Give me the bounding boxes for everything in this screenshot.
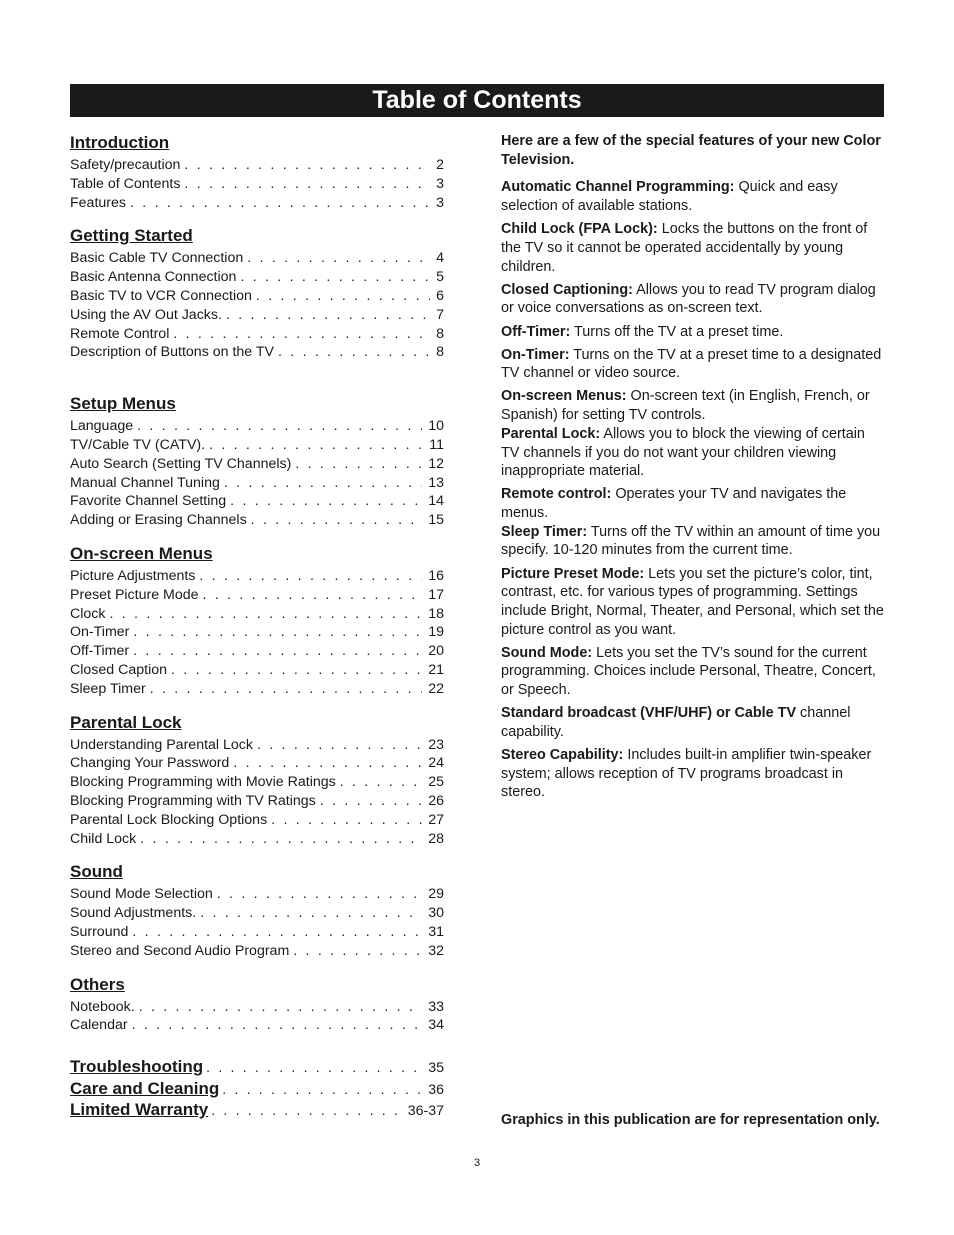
dot-leader — [256, 287, 430, 306]
toc-entry-page: 22 — [428, 680, 444, 697]
toc-entry-label: Blocking Programming with TV Ratings — [70, 792, 316, 809]
toc-entry[interactable] — [70, 904, 444, 923]
toc-entry-page: 25 — [428, 774, 444, 791]
toc-entry[interactable] — [70, 942, 444, 961]
toc-entry-page: 26 — [428, 792, 444, 809]
toc-entry[interactable] — [70, 343, 444, 362]
dot-leader — [139, 998, 423, 1017]
features-column — [501, 132, 885, 807]
toc-entry-page: 15 — [428, 512, 444, 529]
toc-section — [70, 392, 444, 530]
toc-entry-label: Sound Adjustments. — [70, 905, 197, 922]
toc-entry[interactable] — [70, 736, 444, 755]
toc-entry-page: 33 — [428, 998, 444, 1015]
feature-term: Sound Mode: — [501, 644, 593, 661]
toc-entry-label: Auto Search (Setting TV Channels) — [70, 455, 292, 472]
feature-item — [501, 565, 885, 640]
toc-major-page: 36-37 — [407, 1103, 444, 1120]
feature-description: Locks the buttons on the front of the TV so it cannot be operated accidentally by young children. — [501, 221, 868, 275]
feature-term: Automatic Channel Programming: — [501, 179, 735, 196]
toc-entry-label: Features — [70, 194, 126, 211]
toc-entry[interactable] — [70, 306, 444, 325]
feature-item — [501, 485, 885, 522]
toc-entry-page: 24 — [428, 755, 444, 772]
dot-leader — [320, 792, 422, 811]
dot-leader — [226, 306, 430, 325]
toc-section — [70, 973, 444, 1036]
toc-entry-page: 3 — [436, 175, 444, 192]
toc-entry-page: 23 — [428, 736, 444, 753]
toc-entry-page: 13 — [428, 474, 444, 491]
dot-leader — [271, 811, 422, 830]
toc-entry-label: Description of Buttons on the TV — [70, 344, 274, 361]
feature-item — [501, 387, 885, 424]
toc-entry-page: 29 — [428, 886, 444, 903]
toc-entry-page: 30 — [428, 905, 444, 922]
toc-entry-page: 4 — [436, 250, 444, 267]
toc-entry[interactable] — [70, 325, 444, 344]
toc-entry-label: Manual Channel Tuning — [70, 474, 220, 491]
feature-term: Parental Lock: — [501, 425, 601, 442]
toc-entry[interactable] — [70, 287, 444, 306]
toc-entry[interactable] — [70, 792, 444, 811]
toc-entry-page: 11 — [429, 436, 444, 453]
toc-entry[interactable] — [70, 455, 444, 474]
dot-leader — [150, 680, 423, 699]
dot-leader — [217, 885, 422, 904]
toc-entry-label: TV/Cable TV (CATV). — [70, 436, 206, 453]
feature-description: Quick and easy selection of available stations. — [501, 179, 838, 215]
toc-entry-label: Closed Caption — [70, 661, 168, 678]
toc-major-entry[interactable] — [70, 1057, 444, 1079]
dot-leader — [206, 1057, 426, 1078]
feature-description: channel capability. — [501, 705, 851, 740]
toc-entry[interactable] — [70, 586, 444, 605]
feature-description: Allows you to block the viewing of certain TV channels if you do not want your children viewing inappropriate material. — [501, 425, 865, 480]
toc-entry-label: Parental Lock Blocking Options — [70, 811, 268, 828]
feature-item — [501, 323, 885, 342]
dot-leader — [293, 942, 422, 961]
toc-entry-label: Notebook. — [70, 998, 135, 1015]
toc-entry[interactable] — [70, 249, 444, 268]
toc-entry-page: 28 — [428, 830, 444, 847]
toc-entry[interactable] — [70, 623, 444, 642]
toc-entry[interactable] — [70, 923, 444, 942]
feature-item — [501, 346, 885, 383]
toc-entry-page: 19 — [428, 624, 444, 641]
toc-section-title[interactable]: Sound — [70, 862, 123, 882]
toc-entry-page: 5 — [436, 269, 444, 286]
toc-entry-label: Sleep Timer — [70, 680, 146, 697]
toc-entry[interactable] — [70, 754, 444, 773]
page-title: Table of Contents — [70, 84, 884, 117]
feature-term: Child Lock (FPA Lock): — [501, 221, 658, 238]
dot-leader — [340, 773, 422, 792]
toc-entry-label: Preset Picture Mode — [70, 586, 199, 603]
toc-entry-page: 21 — [428, 661, 444, 678]
toc-entry[interactable] — [70, 417, 444, 436]
toc-entry-label: Surround — [70, 923, 129, 940]
toc-entry-page: 17 — [428, 586, 444, 603]
toc-section — [70, 860, 444, 960]
feature-description: Lets you set the picture’s color, tint, contrast, etc. for various types of programming. Settings include Bright, Normal, Theater, and Personal, which set the picture control as you want. — [501, 565, 884, 638]
toc-entry-page: 18 — [428, 605, 444, 622]
toc-entry-page: 2 — [436, 157, 444, 173]
toc-sections — [70, 131, 444, 1035]
toc-column — [70, 131, 444, 1122]
toc-entry-label: Remote Control — [70, 325, 170, 342]
feature-term: Sleep Timer: — [501, 523, 588, 540]
toc-entry-page: 31 — [428, 923, 444, 940]
dot-leader — [137, 417, 422, 436]
toc-entry-page: 8 — [436, 344, 444, 361]
toc-section — [70, 542, 444, 699]
toc-entry[interactable] — [70, 642, 444, 661]
dot-leader — [209, 436, 423, 455]
dot-leader — [222, 1079, 426, 1100]
dot-leader — [133, 623, 422, 642]
dot-leader — [240, 268, 430, 287]
dot-leader — [184, 175, 430, 194]
feature-description: Turns on the TV at a preset time to a designated TV channel or video source. — [501, 346, 882, 382]
toc-entry-label: Using the AV Out Jacks. — [70, 306, 222, 323]
dot-leader — [247, 249, 430, 268]
dot-leader — [140, 830, 422, 849]
feature-item — [501, 746, 885, 802]
toc-entry-label: Picture Adjustments — [70, 567, 196, 584]
toc-section — [70, 224, 444, 362]
toc-entry[interactable] — [70, 773, 444, 792]
toc-entry[interactable] — [70, 885, 444, 904]
feature-term: Picture Preset Mode: — [501, 565, 645, 582]
features-list — [501, 178, 885, 802]
toc-entry-page: 6 — [436, 287, 444, 304]
dot-leader — [132, 1016, 423, 1035]
toc-entry-label: Adding or Erasing Channels — [70, 512, 247, 529]
toc-entry[interactable] — [70, 567, 444, 586]
features-intro: Here are a few of the special features of your new Color Television. — [501, 133, 881, 168]
toc-entry-label: Calendar — [70, 1017, 128, 1034]
feature-description: Operates your TV and navigates the menus. — [501, 486, 847, 521]
feature-term: Stereo Capability: — [501, 747, 624, 763]
toc-entry-page: 34 — [428, 1017, 444, 1034]
toc-section-title[interactable]: Others — [70, 974, 125, 994]
dot-leader — [295, 455, 422, 474]
dot-leader — [200, 904, 422, 923]
toc-entry-label: Language — [70, 418, 134, 435]
feature-term: Closed Captioning: — [501, 281, 633, 298]
dot-leader — [173, 325, 430, 344]
toc-section — [70, 131, 444, 212]
toc-entry[interactable] — [70, 998, 444, 1017]
page-number: 3 — [473, 1157, 481, 1169]
toc-entry-page: 7 — [436, 306, 444, 323]
toc-entry-label: Basic TV to VCR Connection — [70, 287, 252, 304]
toc-major-label: Troubleshooting — [70, 1057, 204, 1077]
feature-description: On-screen text (in English, French, or Spanish) for setting TV controls. — [501, 388, 870, 424]
toc-entry[interactable] — [70, 661, 444, 680]
toc-entry-label: Off-Timer — [70, 643, 130, 660]
dot-leader — [133, 642, 422, 661]
toc-entry[interactable] — [70, 474, 444, 493]
toc-entry-page: 14 — [428, 493, 444, 510]
toc-entry[interactable] — [70, 680, 444, 699]
toc-entry[interactable] — [70, 268, 444, 287]
toc-entry[interactable] — [70, 194, 444, 213]
toc-entry-label: Favorite Channel Setting — [70, 493, 227, 510]
toc-bottom-entries — [70, 1057, 444, 1122]
dot-leader — [109, 605, 422, 624]
toc-section-title[interactable]: Parental Lock — [70, 712, 182, 732]
toc-entry[interactable] — [70, 1016, 444, 1035]
toc-section — [70, 711, 444, 849]
dot-leader — [230, 492, 422, 511]
dot-leader — [203, 586, 423, 605]
toc-section-title[interactable]: Getting Started — [70, 226, 193, 246]
dot-leader — [184, 156, 430, 175]
toc-entry-label: Sound Mode Selection — [70, 886, 213, 903]
toc-entry-label: Blocking Programming with Movie Ratings — [70, 774, 336, 791]
toc-entry-label: Changing Your Password — [70, 755, 230, 772]
dot-leader — [132, 923, 422, 942]
toc-entry-page: 27 — [428, 811, 444, 828]
toc-section-title[interactable]: Setup Menus — [70, 394, 176, 414]
feature-description: Includes built-in amplifier twin-speaker system; allows reception of TV programs broadcast in stereo. — [501, 747, 872, 801]
dot-leader — [199, 567, 422, 586]
graphics-footnote: Graphics in this publication are for representation only. — [501, 1112, 880, 1128]
toc-entry-label: Safety/precaution — [70, 157, 181, 173]
toc-major-page: 35 — [428, 1060, 444, 1077]
feature-item — [501, 281, 885, 318]
dot-leader — [224, 474, 422, 493]
dot-leader — [211, 1100, 405, 1121]
toc-major-page: 36 — [428, 1081, 444, 1098]
dot-leader — [130, 194, 430, 213]
toc-section-title[interactable]: Introduction — [70, 133, 170, 152]
toc-entry-page: 12 — [428, 455, 444, 472]
toc-entry-page: 32 — [428, 942, 444, 959]
feature-item — [501, 523, 885, 560]
dot-leader — [278, 343, 430, 362]
toc-entry-page: 8 — [436, 325, 444, 342]
feature-description: Allows you to read TV program dialog or voice conversations as on-screen text. — [501, 281, 876, 317]
feature-term: On-screen Menus: — [501, 388, 627, 405]
feature-description: Turns off the TV within an amount of time you specify. 10-120 minutes from the current time. — [501, 523, 881, 559]
toc-entry-page: 3 — [436, 194, 444, 211]
toc-entry[interactable] — [70, 156, 444, 175]
toc-entry-label: On-Timer — [70, 624, 130, 641]
dot-leader — [171, 661, 422, 680]
toc-entry-label: Child Lock — [70, 830, 137, 847]
toc-entry-label: Table of Contents — [70, 175, 181, 192]
feature-description: Lets you set the TV’s sound for the current programming. Choices include Personal, Theatre, Concert, or Speech. — [501, 644, 876, 699]
feature-term: Off-Timer: — [501, 323, 571, 340]
toc-section-title[interactable]: On-screen Menus — [70, 543, 213, 563]
feature-item — [501, 178, 885, 215]
feature-term: Standard broadcast (VHF/UHF) or Cable TV — [501, 705, 797, 722]
toc-major-entry[interactable] — [70, 1079, 444, 1101]
toc-entry[interactable] — [70, 436, 444, 455]
feature-description: Turns off the TV at a preset time. — [570, 323, 784, 340]
toc-entry-label: Basic Cable TV Connection — [70, 250, 244, 267]
dot-leader — [257, 736, 422, 755]
feature-term: Remote control: — [501, 486, 612, 503]
toc-entry-label: Basic Antenna Connection — [70, 269, 237, 286]
toc-entry-label: Clock — [70, 605, 106, 622]
toc-entry-label: Stereo and Second Audio Program — [70, 942, 290, 959]
feature-item — [501, 220, 885, 276]
toc-major-label: Care and Cleaning — [70, 1078, 220, 1098]
toc-entry[interactable] — [70, 511, 444, 530]
toc-entry[interactable] — [70, 830, 444, 849]
toc-entry[interactable] — [70, 605, 444, 624]
feature-item — [501, 644, 885, 700]
feature-item — [501, 425, 885, 481]
feature-term: On-Timer: — [501, 346, 570, 363]
toc-entry[interactable] — [70, 492, 444, 511]
dot-leader — [251, 511, 423, 530]
toc-major-label: Limited Warranty — [70, 1100, 209, 1120]
toc-entry[interactable] — [70, 811, 444, 830]
toc-entry-page: 16 — [428, 567, 444, 584]
toc-entry-label: Understanding Parental Lock — [70, 736, 253, 753]
feature-item — [501, 704, 885, 741]
toc-entry-page: 20 — [428, 643, 444, 660]
toc-entry-page: 10 — [428, 418, 444, 435]
dot-leader — [233, 754, 422, 773]
toc-major-entry[interactable] — [70, 1100, 444, 1122]
toc-entry[interactable] — [70, 175, 444, 194]
